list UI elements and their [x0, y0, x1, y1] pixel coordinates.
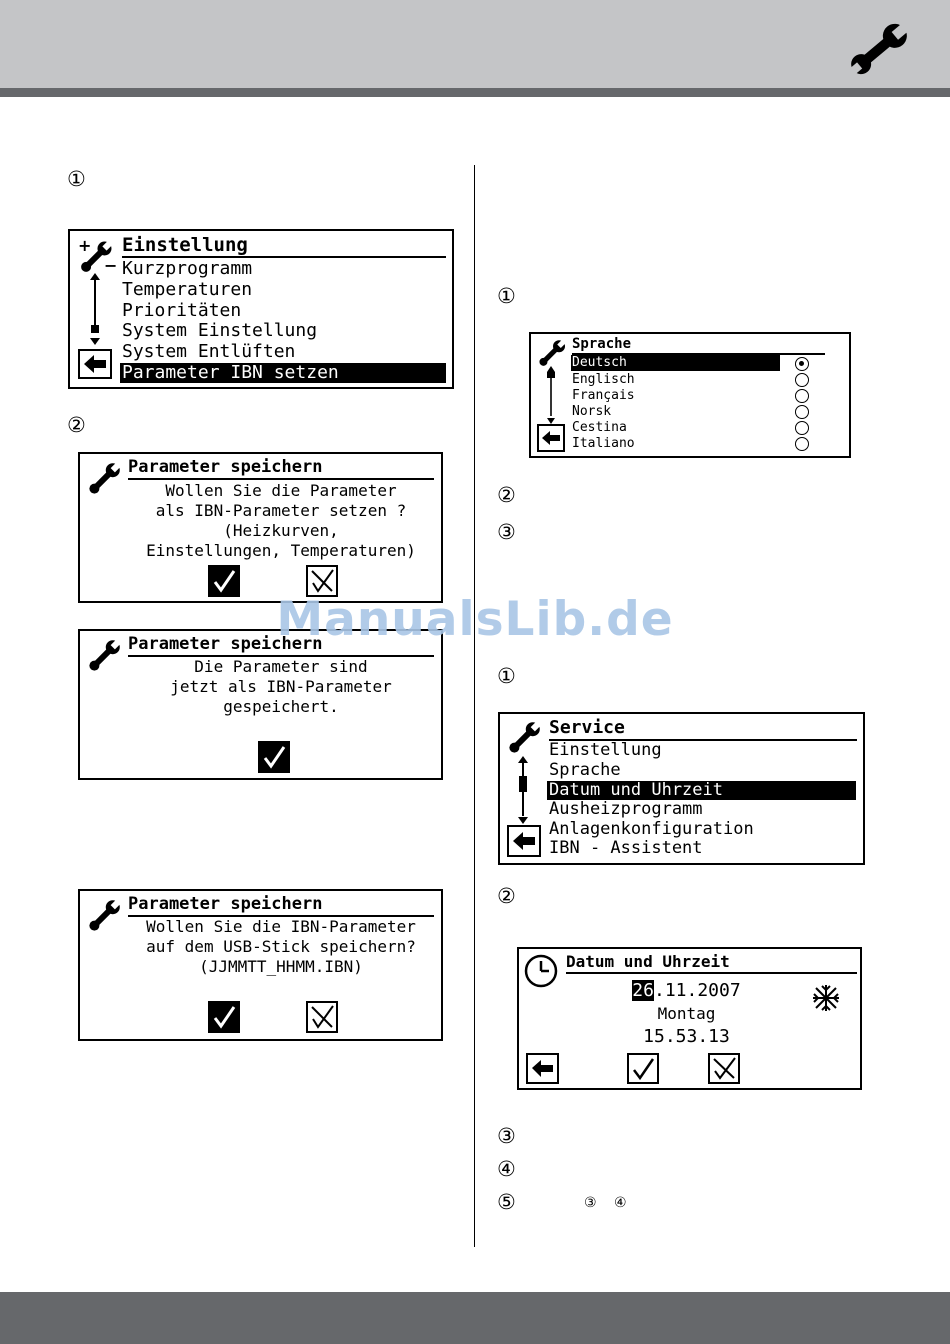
cross-check-icon	[308, 1003, 336, 1031]
header-band	[0, 0, 950, 88]
svg-text:−: −	[104, 256, 118, 275]
date-display	[519, 980, 854, 1002]
dialog-text: Die Parameter sind	[194, 657, 368, 676]
back-button[interactable]	[537, 424, 565, 452]
confirm-button[interactable]	[208, 1001, 240, 1033]
scrollbar[interactable]	[86, 273, 104, 345]
dialog-title: Parameter speichern	[128, 634, 434, 657]
arrow-left-icon	[509, 827, 539, 855]
radio-button[interactable]	[795, 405, 809, 419]
back-button[interactable]	[526, 1053, 559, 1084]
dialog-text: auf dem USB-Stick speichern?	[146, 937, 416, 956]
language-option[interactable]: Norsk	[572, 404, 612, 419]
step-marker: ③	[497, 1124, 516, 1148]
screen-title: Service	[549, 717, 857, 741]
step-reference: ④	[614, 1195, 627, 1211]
weekday-display: Montag	[657, 1004, 716, 1023]
screen-title: Datum und Uhrzeit	[566, 952, 857, 974]
step-marker: ④	[497, 1157, 516, 1181]
radio-button[interactable]	[795, 389, 809, 403]
language-option[interactable]: Français	[572, 388, 635, 403]
language-option[interactable]: Englisch	[572, 372, 635, 387]
cancel-button[interactable]	[306, 1001, 338, 1033]
svg-text:+: +	[78, 236, 92, 255]
service-menu-screen	[498, 712, 865, 865]
menu-item[interactable]: Anlagenkonfiguration	[549, 819, 754, 839]
step-reference: ③	[584, 1195, 597, 1211]
cross-check-icon	[308, 567, 336, 595]
checkmark-icon	[210, 567, 238, 595]
step-marker: ①	[497, 284, 516, 308]
dialog-text: (Heizkurven,	[223, 521, 339, 540]
saved-dialog	[78, 629, 443, 780]
cancel-button[interactable]	[708, 1053, 740, 1084]
confirm-button[interactable]	[258, 741, 290, 773]
datetime-screen	[517, 947, 862, 1090]
usb-save-dialog	[78, 889, 443, 1041]
settings-menu-screen	[68, 229, 454, 389]
scrollbar[interactable]	[514, 756, 532, 824]
menu-item[interactable]: Einstellung	[549, 740, 662, 760]
confirm-dialog	[78, 452, 443, 603]
menu-item[interactable]: Ausheizprogramm	[549, 799, 703, 819]
checkmark-icon	[210, 1003, 238, 1031]
language-screen	[529, 332, 851, 458]
dialog-text: Einstellungen, Temperaturen)	[146, 541, 416, 560]
menu-item[interactable]: Kurzprogramm	[122, 258, 253, 279]
radio-selected[interactable]	[795, 357, 809, 371]
step-marker: ②	[67, 413, 86, 437]
radio-button[interactable]	[795, 437, 809, 451]
back-button[interactable]	[78, 349, 112, 379]
arrow-left-icon	[528, 1055, 557, 1082]
language-option[interactable]: Italiano	[572, 436, 635, 451]
radio-button[interactable]	[795, 421, 809, 435]
dialog-text: (JJMMTT_HHMM.IBN)	[199, 957, 363, 976]
watermark: ManualsLib.de	[276, 592, 674, 647]
language-option-selected[interactable]: Deutsch	[571, 355, 780, 371]
dialog-text: gespeichert.	[223, 697, 339, 716]
screen-title: Sprache	[572, 336, 825, 355]
menu-item[interactable]: IBN - Assistent	[549, 838, 703, 858]
step-marker: ⑤	[497, 1190, 516, 1214]
language-option[interactable]: Cestina	[572, 420, 627, 435]
column-divider	[474, 165, 475, 1247]
menu-item-selected[interactable]: Parameter IBN setzen	[120, 363, 446, 383]
step-marker: ③	[497, 520, 516, 544]
arrow-left-icon	[80, 351, 110, 377]
wrench-icon	[85, 895, 125, 933]
dialog-title: Parameter speichern	[128, 457, 434, 480]
date-rest: .11.2007	[653, 980, 741, 1001]
step-marker: ②	[497, 884, 516, 908]
time-display: 15.53.13	[643, 1026, 730, 1047]
plus-minus-wrench-icon	[76, 235, 116, 275]
menu-item[interactable]: Prioritäten	[122, 300, 242, 321]
cross-check-icon	[710, 1055, 738, 1082]
back-button[interactable]	[507, 825, 541, 857]
snowflake-icon	[811, 983, 841, 1013]
wrench-icon	[536, 336, 570, 368]
day-field-selected[interactable]: 26	[632, 980, 654, 1001]
arrow-left-icon	[539, 426, 563, 450]
screen-title: Einstellung	[122, 234, 446, 258]
menu-item-selected[interactable]: Datum und Uhrzeit	[547, 781, 856, 800]
dialog-text: Wollen Sie die IBN-Parameter	[146, 917, 416, 936]
step-marker: ①	[67, 167, 86, 191]
wrench-icon	[846, 20, 910, 80]
menu-item[interactable]: System Entlüften	[122, 341, 296, 362]
menu-item[interactable]: Sprache	[549, 760, 621, 780]
dialog-text: als IBN-Parameter setzen ?	[155, 501, 407, 520]
header-rule	[0, 88, 950, 97]
step-marker: ②	[497, 483, 516, 507]
checkmark-icon	[629, 1055, 657, 1082]
menu-item[interactable]: Temperaturen	[122, 279, 253, 300]
menu-item[interactable]: System Einstellung	[122, 320, 318, 341]
footer-band	[0, 1292, 950, 1344]
wrench-icon	[85, 458, 125, 496]
radio-button[interactable]	[795, 373, 809, 387]
scrollbar[interactable]	[543, 366, 559, 424]
dialog-text: Wollen Sie die Parameter	[165, 481, 397, 500]
dialog-title: Parameter speichern	[128, 894, 434, 917]
confirm-button[interactable]	[627, 1053, 659, 1084]
wrench-icon	[505, 717, 545, 755]
dialog-text: jetzt als IBN-Parameter	[170, 677, 392, 696]
checkmark-icon	[260, 743, 288, 771]
step-marker: ①	[497, 664, 516, 688]
